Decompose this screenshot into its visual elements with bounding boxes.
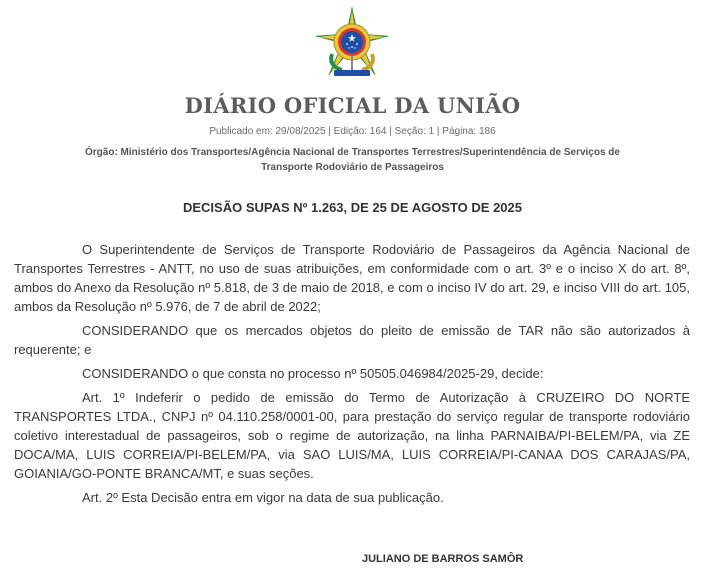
journal-title: DIÁRIO OFICIAL DA UNIÃO <box>184 93 521 118</box>
paragraph-considering-2: CONSIDERANDO o que consta no processo nº 50505.046984/2025-29, decide: <box>82 366 544 381</box>
paragraph-considering-1: CONSIDERANDO que os mercados objetos do pleito de emissão de TAR não são autorizados à requerente; e <box>14 323 690 357</box>
signature-name: JULIANO DE BARROS SAMÔR <box>362 553 524 565</box>
act-body <box>14 240 690 512</box>
brazil-coat-of-arms-icon <box>312 4 392 84</box>
paragraph-preamble: O Superintendente de Serviços de Transporte Rodoviário de Passageiros da Agência Nacional de Transportes Terrestres - ANTT, no uso de suas atribuições, em conformidade com o art. 3º e o inciso X do art. 8º, ambos do Anexo da Resolução nº 5.818, de 3 de maio de 2018, e com o inciso IV do art. 29, e inciso VIII do art. 105, ambos da Resolução nº 5.976, de 7 de abril de 2022; <box>14 242 690 314</box>
publication-info: Publicado em: 29/08/2025 | Edição: 164 | Seção: 1 | Página: 186 <box>209 126 496 137</box>
act-title: DECISÃO SUPAS Nº 1.263, DE 25 DE AGOSTO DE 2025 <box>182 200 522 215</box>
organ-line: Órgão: Ministério dos Transportes/Agência Nacional de Transportes Terrestres/Superintendência de Serviços de Transporte Rodoviário de Passageiros <box>85 147 620 173</box>
paragraph-article-1: Art. 1º Indeferir o pedido de emissão do Termo de Autorização à CRUZEIRO DO NORTE TRANSPORTES LTDA., CNPJ nº 04.110.258/0001-00, para prestação do serviço regular de transporte rodoviário coletivo interestadual de passageiros, sob o regime de autorização, na linha PARNAIBA/PI-BELEM/PA, via ZE DOCA/MA, LUIS CORREIA/PI-BELEM/PA, via SAO LUIS/MA, LUIS CORREIA/PI-CANAA DOS CARAJAS/PA, GOIANIA/GO-PONTE BRANCA/MT, e suas seções. <box>14 390 690 481</box>
paragraph-article-2: Art. 2º Esta Decisão entra em vigor na data de sua publicação. <box>82 490 444 505</box>
